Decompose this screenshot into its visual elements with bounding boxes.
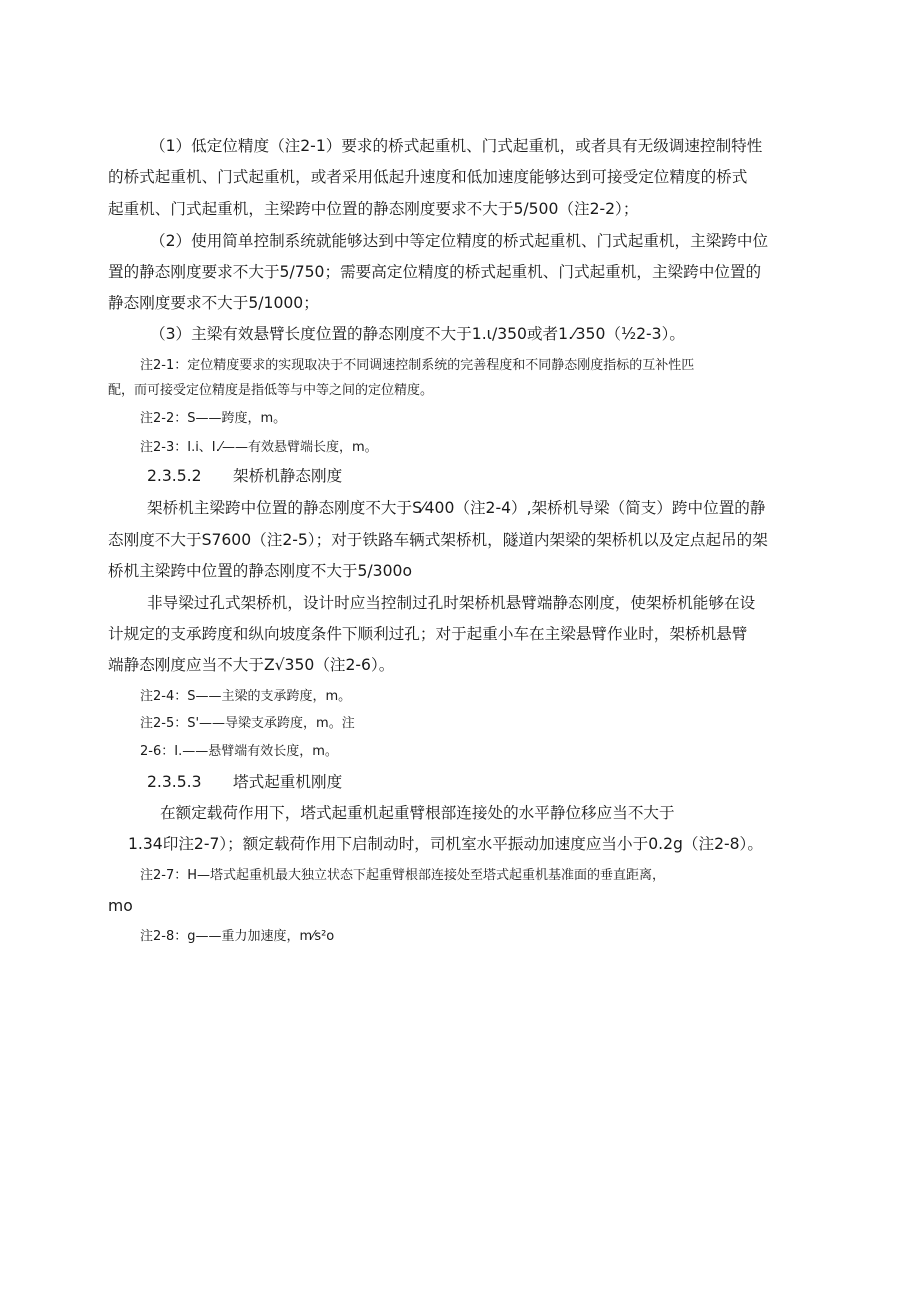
bridge-para-1-line-3: 桥机主梁跨中位置的静态刚度不大于5/300o xyxy=(108,562,412,580)
note-2-5: 注2-5：S'——导梁支承跨度，m。注 xyxy=(140,716,355,731)
item-2-line-3: 静态刚度要求不大于5/1000； xyxy=(108,294,319,312)
bridge-para-2-line-2: 计规定的支承跨度和纵向坡度条件下顺利过孔；对于起重小车在主梁悬臂作业时，架桥机悬臂 xyxy=(108,625,748,643)
note-2-1-line-1: 注2-1：定位精度要求的实现取决于不同调速控制系统的完善程度和不同静态刚度指标的互补性匹 xyxy=(140,358,695,373)
note-2-3: 注2-3：I.i、I.⁄——有效悬臂端长度，m。 xyxy=(140,440,378,455)
note-2-6: 2-6：I.——悬臂端有效长度，m。 xyxy=(140,744,338,759)
item-3-line: （3）主梁有效悬臂长度位置的静态刚度不大于1.ι/350或者1.⁄350（½2-3）。 xyxy=(150,325,685,343)
note-2-8: 注2-8：g——重力加速度，m⁄s²o xyxy=(140,929,335,944)
section-2-3-5-2-heading xyxy=(147,469,342,485)
bridge-para-1-line-1: 架桥机主梁跨中位置的静态刚度不大于S⁄400（注2-4）,架桥机导梁（简支）跨中位置的静 xyxy=(147,499,766,517)
section-title: 塔式起重机刚度 xyxy=(233,773,343,791)
note-2-7-line-1: 注2-7：H—塔式起重机最大独立状态下起重臂根部连接处至塔式起重机基准面的垂直距离， xyxy=(140,868,666,883)
section-number: 2.3.5.3 xyxy=(147,773,202,791)
bridge-para-2-line-1: 非导梁过孔式架桥机，设计时应当控制过孔时架桥机悬臂端静态刚度，使架桥机能够在设 xyxy=(147,594,756,612)
note-2-4: 注2-4：S——主梁的支承跨度，m。 xyxy=(140,689,352,704)
item-1-line-1: （1）低定位精度（注2-1）要求的桥式起重机、门式起重机，或者具有无级调速控制特性 xyxy=(150,137,763,155)
item-2-line-1: （2）使用简单控制系统就能够达到中等定位精度的桥式起重机、门式起重机，主梁跨中位 xyxy=(150,232,769,250)
item-2-line-2: 置的静态刚度要求不大于5/750；需要高定位精度的桥式起重机、门式起重机，主梁跨中位置的 xyxy=(108,263,762,281)
section-2-3-5-3-heading xyxy=(147,775,342,791)
section-number: 2.3.5.2 xyxy=(147,467,202,485)
tower-para-line-2: 1.34印注2-7）；额定载荷作用下启制动时，司机室水平振动加速度应当小于0.2g（注2-8）。 xyxy=(128,835,763,853)
item-1-line-3: 起重机、门式起重机，主梁跨中位置的静态刚度要求不大于5/500（注2-2）； xyxy=(108,200,639,218)
section-title: 架桥机静态刚度 xyxy=(233,467,343,485)
bridge-para-2-line-3: 端静态刚度应当不大于Z√350（注2-6）。 xyxy=(108,656,395,674)
note-2-7-line-2: mo xyxy=(108,897,133,915)
tower-para-line-1: 在额定载荷作用下，塔式起重机起重臂根部连接处的水平静位移应当不大于 xyxy=(160,804,675,822)
note-2-2: 注2-2：S——跨度，m。 xyxy=(140,411,287,426)
bridge-para-1-line-2: 态刚度不大于S7600（注2-5）；对于铁路车辆式架桥机，隧道内架梁的架桥机以及定点起吊的架 xyxy=(108,531,768,549)
note-2-1-line-2: 配，而可接受定位精度是指低等与中等之间的定位精度。 xyxy=(108,383,434,398)
item-1-line-2: 的桥式起重机、门式起重机，或者采用低起升速度和低加速度能够达到可接受定位精度的桥式 xyxy=(108,168,748,186)
